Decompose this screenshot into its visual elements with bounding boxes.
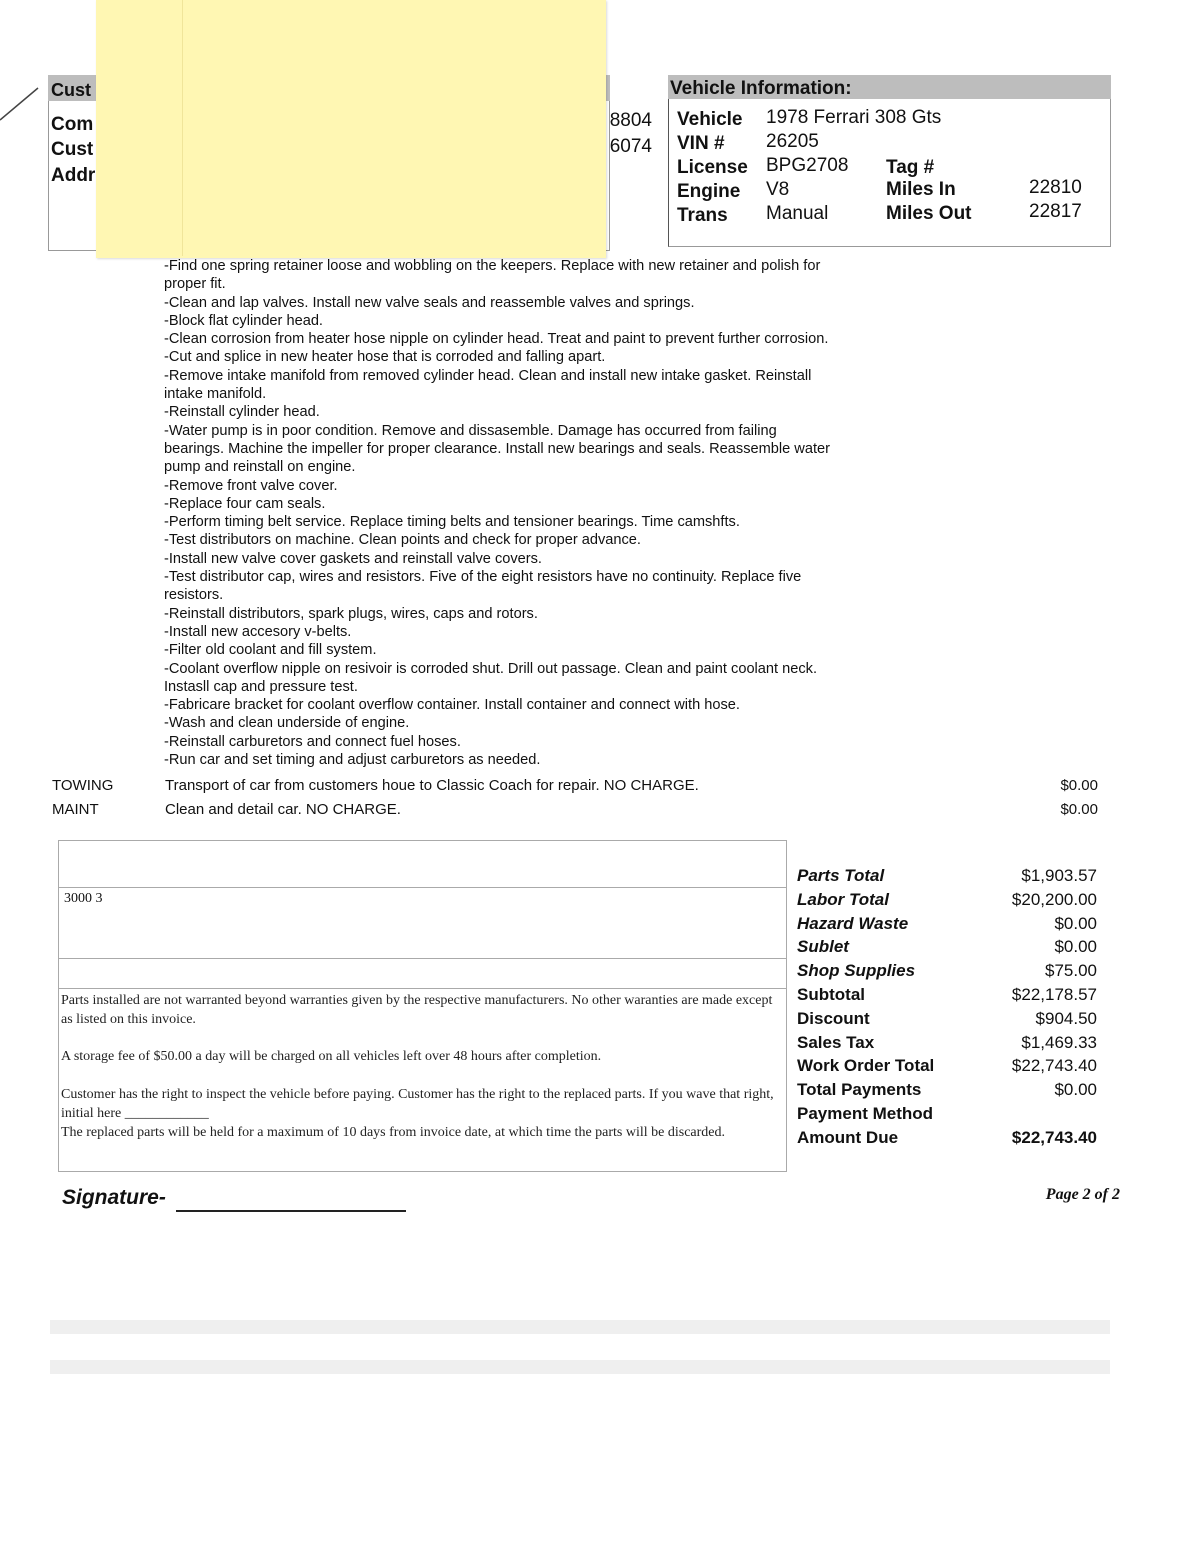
trans-value: Manual: [766, 203, 829, 224]
notes-divider-3: [58, 988, 787, 989]
work-line: intake manifold.: [164, 386, 267, 403]
work-line: -Replace four cam seals.: [164, 495, 326, 512]
op-code-towing: TOWING: [52, 777, 114, 794]
total-value: $22,743.40: [1011, 1127, 1097, 1147]
op-amount-towing: $0.00: [1060, 777, 1098, 794]
phone-fragment-1: 8804: [609, 110, 652, 131]
work-line: -Clean corrosion from heater hose nipple on cylinder head. Treat and paint to prevent further corrosion.: [164, 331, 829, 348]
notes-divider-1: [58, 887, 787, 888]
op-desc-towing: Transport of car from customers houe to Classic Coach for repair. NO CHARGE.: [165, 777, 699, 794]
vin-label: VIN #: [677, 133, 725, 154]
engine-value: V8: [766, 179, 790, 200]
parts-hold-text: The replaced parts will be held for a maximum of 10 days from invoice date, at which time the parts will be discarded.: [61, 1125, 726, 1140]
total-label: Total Payments: [797, 1080, 922, 1100]
trans-label: Trans: [677, 205, 728, 226]
work-line: resistors.: [164, 587, 224, 604]
total-value: $0.00: [1054, 1080, 1097, 1100]
work-line: Instasll cap and pressure test.: [164, 678, 358, 695]
total-label: Shop Supplies: [797, 961, 916, 981]
miles-in-label: Miles In: [886, 179, 956, 200]
vin-value: 26205: [766, 131, 819, 152]
total-value: $1,903.57: [1021, 866, 1097, 885]
warranty-text: Parts installed are not warranted beyond warranties given by the respective manufacturers. No other waranties are made except as listed on this invoice.: [61, 993, 773, 1027]
total-value: $904.50: [1035, 1008, 1097, 1028]
total-label: Work Order Total: [797, 1056, 935, 1076]
work-line: -Reinstall carburetors and connect fuel hoses.: [164, 733, 461, 750]
total-label: Sales Tax: [797, 1032, 875, 1052]
vehicle-info-title: Vehicle Information:: [670, 78, 852, 99]
work-line: -Fabricare bracket for coolant overflow container. Install container and connect with hose.: [164, 697, 740, 714]
total-value: $75.00: [1045, 961, 1097, 981]
total-value: $1,469.33: [1021, 1032, 1097, 1052]
total-value: $0.00: [1054, 913, 1097, 933]
total-value: $22,178.57: [1011, 985, 1097, 1004]
work-line: -Cut and splice in new heater hose that is corroded and falling apart.: [164, 349, 606, 366]
total-label: Labor Total: [797, 889, 889, 909]
signature-line[interactable]: [176, 1210, 406, 1212]
customer-info-title: Cust: [51, 80, 91, 100]
license-value: BPG2708: [766, 155, 849, 176]
total-value: $20,200.00: [1011, 889, 1097, 909]
work-line: -Perform timing belt service. Replace timing belts and tensioner bearings. Time camshfts.: [164, 514, 740, 531]
op-code-maint: MAINT: [52, 801, 99, 818]
op-amount-maint: $0.00: [1060, 801, 1098, 818]
work-description-list: [164, 257, 904, 769]
customer-label: Cust: [51, 139, 94, 160]
work-line: -Test distributors on machine. Clean points and check for proper advance.: [164, 532, 641, 549]
sticky-note-crease: [182, 0, 183, 256]
page-number: Page 2 of 2: [1045, 1186, 1120, 1203]
address-label: Addr: [51, 165, 96, 186]
total-label: Sublet: [797, 937, 849, 957]
miles-out-value: 22817: [1029, 201, 1082, 222]
total-label: Payment Method: [797, 1104, 934, 1123]
miles-in-value: 22810: [1029, 177, 1082, 198]
work-line: -Reinstall distributors, spark plugs, wires, caps and rotors.: [164, 605, 538, 622]
work-line: -Block flat cylinder head.: [164, 312, 323, 329]
op-desc-maint: Clean and detail car. NO CHARGE.: [165, 801, 401, 818]
bleed-through-shadow: [50, 1280, 1110, 1410]
work-line: -Wash and clean underside of engine.: [164, 715, 410, 732]
inspection-rights-text: Customer has the right to inspect the vehicle before paying. Customer has the right to the replaced parts. If you wave that right, initial here ____________: [61, 1087, 774, 1121]
work-line: -Install new valve cover gaskets and reinstall valve covers.: [164, 550, 542, 567]
total-label: Hazard Waste: [797, 913, 909, 933]
total-label: Subtotal: [797, 985, 865, 1004]
work-line: -Run car and set timing and adjust carburetors as needed.: [164, 752, 541, 769]
vehicle-label: Vehicle: [677, 109, 743, 130]
work-line: -Find one spring retainer loose and wobbling on the keepers. Replace with new retainer and polish for: [164, 258, 821, 274]
total-label: Parts Total: [797, 866, 885, 885]
work-line: bearings. Machine the impeller for proper clearance. Install new bearings and seals. Reassemble water: [164, 440, 830, 457]
work-line: -Install new accesory v-belts.: [164, 623, 352, 640]
work-line: proper fit.: [164, 276, 226, 293]
redaction-sticky-note: [96, 0, 606, 258]
tag-label: Tag #: [886, 157, 935, 178]
total-label: Discount: [797, 1008, 870, 1028]
notes-divider-2: [58, 958, 787, 959]
work-line: -Water pump is in poor condition. Remove and dissasemble. Damage has occurred from failing: [164, 422, 777, 439]
signature-label: Signature-: [62, 1186, 166, 1209]
work-line: -Coolant overflow nipple on resivoir is corroded shut. Drill out passage. Clean and paint coolant neck.: [164, 660, 818, 677]
work-line: -Remove front valve cover.: [164, 477, 338, 494]
license-label: License: [677, 157, 748, 178]
notes-code: 3000 3: [64, 891, 103, 906]
work-line: -Reinstall cylinder head.: [164, 404, 320, 421]
vehicle-value: 1978 Ferrari 308 Gts: [766, 107, 942, 128]
total-label: Amount Due: [797, 1127, 899, 1147]
work-line: -Test distributor cap, wires and resistors. Five of the eight resistors have no continuity. Replace five: [164, 569, 802, 586]
total-value: $22,743.40: [1011, 1056, 1097, 1076]
engine-label: Engine: [677, 181, 741, 202]
storage-fee-text: A storage fee of $50.00 a day will be charged on all vehicles left over 48 hours after completion.: [61, 1049, 602, 1064]
work-line: -Clean and lap valves. Install new valve seals and reassemble valves and springs.: [164, 294, 695, 311]
work-line: -Filter old coolant and fill system.: [164, 642, 377, 659]
total-value: $0.00: [1054, 937, 1097, 957]
work-line: -Remove intake manifold from removed cylinder head. Clean and install new intake gasket. Reinstall: [164, 367, 812, 384]
phone-fragment-2: 6074: [609, 136, 652, 157]
company-label: Com: [51, 114, 94, 135]
work-line: pump and reinstall on engine.: [164, 459, 356, 476]
miles-out-label: Miles Out: [886, 203, 972, 224]
